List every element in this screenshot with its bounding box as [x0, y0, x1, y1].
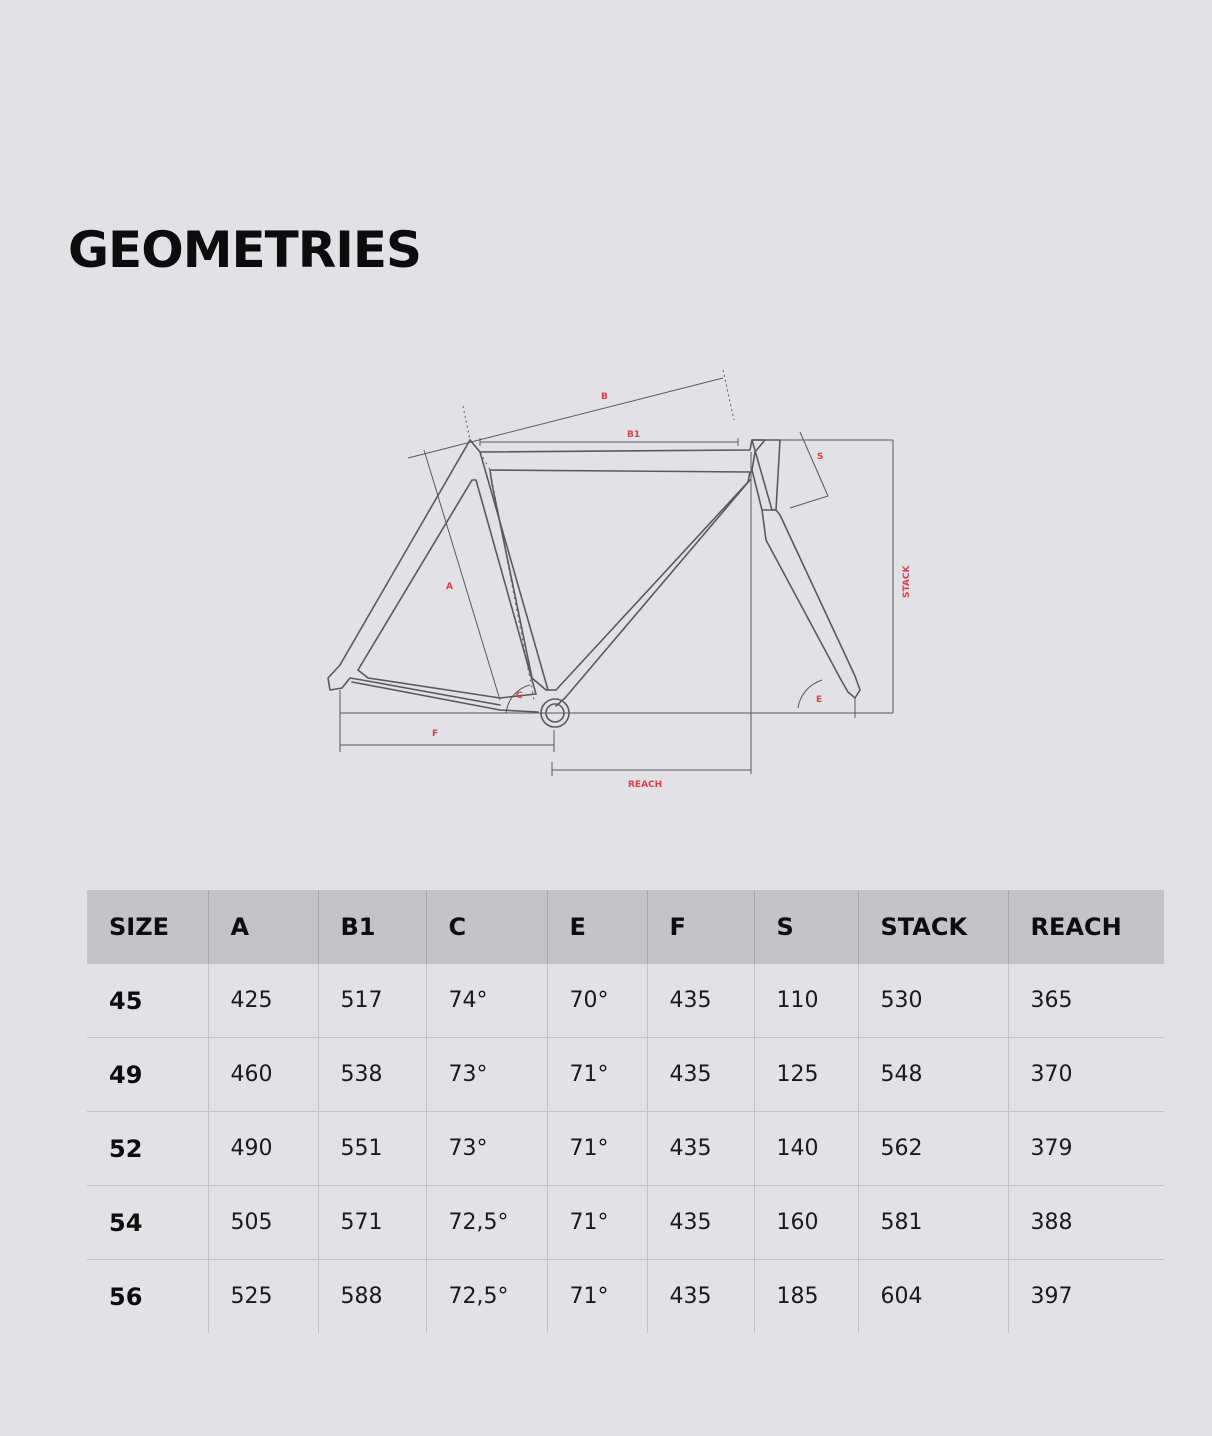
- table-cell: 425: [208, 964, 318, 1038]
- header-c: C: [426, 890, 547, 964]
- table-row: [87, 1038, 1164, 1112]
- table-cell: 370: [1008, 1038, 1164, 1112]
- label-e: E: [816, 695, 823, 705]
- table-cell: 538: [318, 1038, 426, 1112]
- table-cell: 72,5°: [426, 1260, 547, 1334]
- table-cell: 435: [647, 1260, 754, 1334]
- table-cell: 490: [208, 1112, 318, 1186]
- table-cell: 71°: [547, 1038, 647, 1112]
- table-cell: 140: [754, 1112, 858, 1186]
- table-cell: 388: [1008, 1186, 1164, 1260]
- table-cell: 588: [318, 1260, 426, 1334]
- table-cell: 125: [754, 1038, 858, 1112]
- table-cell: 160: [754, 1186, 858, 1260]
- label-c: C: [516, 691, 523, 701]
- table-cell: 571: [318, 1186, 426, 1260]
- size-cell: 54: [87, 1186, 208, 1260]
- table-cell: 71°: [547, 1112, 647, 1186]
- label-stack: STACK: [902, 565, 912, 598]
- frame-outline: [328, 440, 860, 727]
- geometry-table: [87, 890, 1164, 1333]
- table-cell: 530: [858, 964, 1008, 1038]
- table-row: [87, 1260, 1164, 1334]
- header-size: SIZE: [87, 890, 208, 964]
- table-cell: 71°: [547, 1186, 647, 1260]
- label-b1: B1: [627, 430, 641, 440]
- frame-geometry-diagram: [300, 360, 920, 800]
- size-cell: 49: [87, 1038, 208, 1112]
- table-cell: 73°: [426, 1038, 547, 1112]
- table-cell: 505: [208, 1186, 318, 1260]
- size-cell: 52: [87, 1112, 208, 1186]
- label-b: B: [601, 392, 608, 402]
- header-b1: B1: [318, 890, 426, 964]
- table-cell: 110: [754, 964, 858, 1038]
- dimension-lines: [340, 370, 893, 776]
- table-cell: 72,5°: [426, 1186, 547, 1260]
- header-s: S: [754, 890, 858, 964]
- table-cell: 548: [858, 1038, 1008, 1112]
- table-cell: 73°: [426, 1112, 547, 1186]
- table-cell: 604: [858, 1260, 1008, 1334]
- header-reach: REACH: [1008, 890, 1164, 964]
- label-s: S: [817, 452, 824, 462]
- table-cell: 581: [858, 1186, 1008, 1260]
- header-f: F: [647, 890, 754, 964]
- page-title: GEOMETRIES: [68, 221, 421, 279]
- label-a: A: [446, 582, 453, 592]
- table-cell: 70°: [547, 964, 647, 1038]
- size-cell: 56: [87, 1260, 208, 1334]
- table-body: [87, 964, 1164, 1333]
- header-row: [87, 890, 1164, 964]
- table-cell: 435: [647, 1186, 754, 1260]
- table-cell: 525: [208, 1260, 318, 1334]
- table-row: [87, 964, 1164, 1038]
- header-e: E: [547, 890, 647, 964]
- size-cell: 45: [87, 964, 208, 1038]
- table-cell: 397: [1030, 1284, 1073, 1309]
- table-cell: 435: [647, 1112, 754, 1186]
- label-reach: REACH: [628, 780, 663, 790]
- table-cell: 460: [208, 1038, 318, 1112]
- table-cell: 185: [754, 1260, 858, 1334]
- table-cell: 562: [858, 1112, 1008, 1186]
- table-cell: 517: [318, 964, 426, 1038]
- table-cell: 551: [318, 1112, 426, 1186]
- table-cell: 379: [1008, 1112, 1164, 1186]
- table-cell: 71°: [547, 1260, 647, 1334]
- table-row: [87, 1112, 1164, 1186]
- frame-diagram-svg: [300, 360, 920, 800]
- header-a: A: [208, 890, 318, 964]
- table-cell: 74°: [426, 964, 547, 1038]
- header-stack: STACK: [858, 890, 1008, 964]
- label-f: F: [432, 729, 439, 739]
- table-cell: 365: [1008, 964, 1164, 1038]
- table-cell: 435: [647, 964, 754, 1038]
- table-header: [87, 890, 1164, 964]
- table-cell: 435: [647, 1038, 754, 1112]
- table-row: [87, 1186, 1164, 1260]
